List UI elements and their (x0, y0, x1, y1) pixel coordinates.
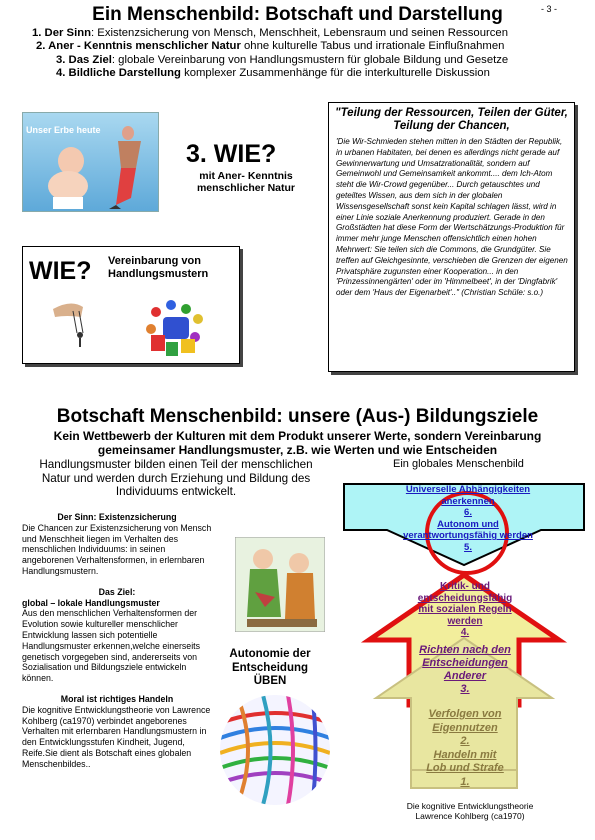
stage-text: 3. (460, 683, 470, 695)
stage-text: Autonom und (437, 518, 499, 530)
goal-text: komplexer Zusammenhänge für die interkulturelle Diskussion (180, 66, 490, 79)
column-text: Aus den menschlichen Verhaltensformen der Evolution sowie kultureller menschlicher Entwicklung lassen sich potentielle Handlungsmuster erkennen,welche einerseits genetisch vorgegeben sind, andererseits von Sozialisation und Bildungsziele entwickeln können. (22, 608, 200, 684)
column-text: Die kognitive Entwicklungstheorie von Lawrence Kohlberg (ca1970) verbindet angeborenes Verhalten mit erlernbaren Handlungsmustern in den Entwicklungsstufen Kindheit, Jugend, Reife.Sie dient als Botschaft eines globalen Menschenbildes.. (22, 704, 211, 769)
goal-item (20, 67, 585, 80)
goal-item (20, 40, 585, 53)
goal-label: 3. Das Ziel (56, 53, 112, 66)
goal-item (20, 27, 585, 40)
goal-text: : Existenzsicherung von Mensch, Menschheit, Lebensraum und seinen Ressourcen (91, 27, 508, 39)
stage-text: mit sozialen Regeln (418, 604, 512, 615)
agreement-text-line: Handlungsmustern (108, 268, 209, 280)
quote-heading-line: Teilung der Chancen, (393, 120, 510, 132)
goal-label: 2. Aner - Kenntnis menschlicher Natur (36, 40, 241, 53)
stage-text: Verfolgen von (428, 708, 502, 720)
cartoon-picture (235, 537, 325, 632)
global-model-label: Ein globales Menschenbild (393, 458, 524, 470)
autonomy-line: ÜBEN (253, 675, 287, 687)
stage-text: Richten nach den (419, 644, 511, 656)
section-subtitle-line: Kein Wettbewerb der Kulturen mit dem Produkt unserer Werte, sondern Vereinbarung (53, 429, 542, 443)
wie-big-label: WIE? (29, 257, 92, 285)
puppet-and-figures-picture (23, 247, 239, 363)
section-subtitle (30, 430, 565, 457)
people-globe-picture (218, 693, 333, 808)
quote-heading (329, 107, 574, 133)
autonomy-line: Entscheidung (231, 661, 309, 674)
page-number: - 3 - (541, 4, 558, 14)
agreement-box (22, 246, 240, 364)
stage-2-1-text (405, 708, 525, 789)
quote-heading-line: "Teilung der Ressourcen, Teilen der Güter, (335, 107, 568, 119)
goals-list (20, 27, 585, 80)
stage-text: 5. (464, 541, 472, 553)
page-title: Ein Menschenbild: Botschaft und Darstellung (92, 4, 503, 25)
agreement-text-line: Vereinbarung von (108, 255, 201, 267)
stage-text: Entscheidungen (422, 657, 508, 669)
column-subheading: global – lokale Handlungsmuster (22, 597, 160, 608)
stage-4-text (395, 581, 535, 639)
goal-label: 1. Der Sinn (32, 27, 92, 39)
quote-body: 'Die Wir-Schmieden stehen mitten in den Städten der Republik, in urbanen Habitaten, bei denen es allerdings nicht gerade auf Gewinnerwartung und Umsatzrationalität, sondern auf Gemeinwohl und Gemeinsamkeit ankommt.... dem Ich-Atom steht die Wir-Crowd gegenüber... Durch getauschtes und geteiltes Wissen, aus dem sich in der globalen Wissensgesellschaft sonst kein Kapital schlagen lässt, wird in einer Linie soziale Anerkennung produziert. Gerade in den Großstädten hat diese Form der Wertschätzungs-Produktion für immer mehr junge Menschen offensichtlich einen hohen Mehrwert: Sie teilen sich die Commons, die Grundgüter. Sie treffen auf Gleichgesinnte, verschieben die Grenzen der eigenen Privatsphäre zugunsten einer Kooperation... in den 'Prinzessinnengärten' oder im 'Himmelbeet', in der 'Dingfabrik' oder dem 'Haus der Eigenarbeit'.." (Christian Schüle: s.o.) (336, 137, 568, 298)
goal-text: : globale Vereinbarung von Handlungsmustern für globale Bildung und Gesetze (111, 53, 509, 66)
wie-heading: 3. WIE? (186, 140, 277, 168)
column-text: Die Chancen zur Existenzsicherung von Mensch und Menschheit liegen im Verhalten des menschlichen Individuums: in seinen angeborenen Verhaltensformen, in erlernbaren Handlungsmustern. (22, 522, 212, 576)
autonomy-line: Autonomie der (229, 648, 311, 660)
goal-label: 4. Bildliche Darstellung (56, 66, 181, 79)
stage-3-text (405, 644, 525, 696)
stage-text: anerkennen (441, 495, 495, 507)
wie-subtitle (186, 170, 306, 194)
caption-line: Lawrence Kohlberg (ca1970) (415, 811, 525, 821)
stage-text: Kritik- und (440, 581, 490, 592)
wie-subtitle-line: mit Aner- Kenntnis (199, 170, 293, 182)
heritage-illustration (22, 112, 159, 212)
stage-text: 6. (464, 507, 472, 518)
section-intro: Handlungsmuster bilden einen Teil der menschlichen Natur und werden durch Erziehung und Bildung des Individuums entwickelt. (39, 458, 313, 498)
stage-text: 1. (460, 775, 470, 788)
baby-mermaid-picture (23, 113, 158, 211)
stage-text: 4. (460, 627, 470, 638)
stage-text: Lob und Strafe (426, 762, 504, 774)
stage-text: Anderer (443, 670, 487, 682)
section-title: Botschaft Menschenbild: unsere (Aus-) Bildungsziele (56, 406, 539, 427)
kohlberg-caption (380, 801, 560, 821)
stage-text: 2. (460, 735, 470, 747)
section-subtitle-line: gemeinsamer Handlungsmuster, z.B. wie Werten und wie Entscheiden (97, 442, 498, 457)
stage-text: entscheidungsfähig (417, 592, 513, 604)
stage-text: Eigennutzen (432, 721, 498, 734)
caption-line: Die kognitive Entwicklungstheorie (406, 801, 534, 811)
goal-text: ohne kulturelle Tabus und irrationale Einflußnahmen (240, 40, 505, 53)
stage-6-5-text (380, 484, 556, 553)
autonomy-label (210, 648, 330, 689)
stage-text: Handeln mit (433, 748, 497, 761)
stage-text: Universelle Abhängigkeiten (405, 484, 531, 495)
heritage-label: Unser Erbe heute (26, 125, 101, 135)
left-column (22, 512, 212, 770)
stage-text: verantwortungsfähig werden (403, 530, 533, 541)
goal-item (20, 54, 585, 67)
column-heading: Moral ist richtiges Handeln (60, 693, 174, 704)
quote-box (328, 102, 575, 372)
wie-subtitle-line: menschlicher Natur (196, 182, 296, 194)
column-heading: Das Ziel: (98, 586, 136, 597)
stage-text: werden (447, 615, 483, 627)
column-heading: Der Sinn: Existenzsicherung (57, 512, 177, 522)
